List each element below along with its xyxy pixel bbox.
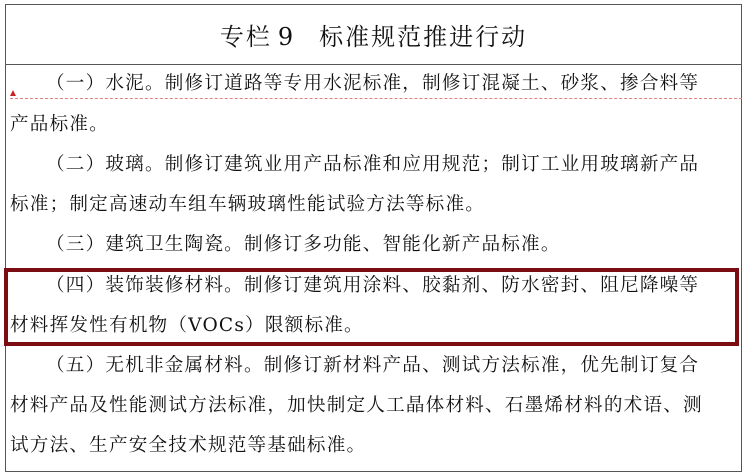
paragraph-line: 材料挥发性有机物（VOCs）限额标准。 (10, 315, 364, 336)
track-change-marker-icon (10, 90, 16, 96)
paragraph-line: 产品标准。 (10, 114, 109, 135)
paragraph-line: 材料产品及性能测试方法标准，加快制定人工晶体材料、石墨烯材料的术语、测 (10, 395, 703, 416)
paragraph-line: （五）无机非金属材料。制修订新材料产品、测试方法标准，优先制订复合 (46, 355, 700, 376)
column-title (220, 17, 527, 52)
title-prefix: 专栏 (219, 23, 272, 51)
paragraph-line: （四）装饰装修材料。制修订建筑用涂料、胶黏剂、防水密封、阻尼降噪等 (46, 275, 700, 296)
title-text: 标准规范推进行动 (319, 23, 528, 51)
paragraph-line: 试方法、生产安全技术规范等基础标准。 (10, 435, 367, 456)
track-change-line (10, 98, 742, 99)
paragraph-line: 标准；制定高速动车组车辆玻璃性能试验方法等标准。 (10, 194, 486, 215)
column-title-row (6, 5, 741, 65)
highlight-box (4, 268, 739, 346)
paragraph-line: （一）水泥。制修订道路等专用水泥标准，制修订混凝土、砂浆、掺合料等 (46, 73, 700, 94)
paragraph-line: （三）建筑卫生陶瓷。制修订多功能、智能化新产品标准。 (46, 234, 561, 255)
paragraph-line: （二）玻璃。制修订建筑业用产品标准和应用规范；制订工业用玻璃新产品 (46, 154, 700, 175)
title-number: 9 (277, 23, 296, 51)
